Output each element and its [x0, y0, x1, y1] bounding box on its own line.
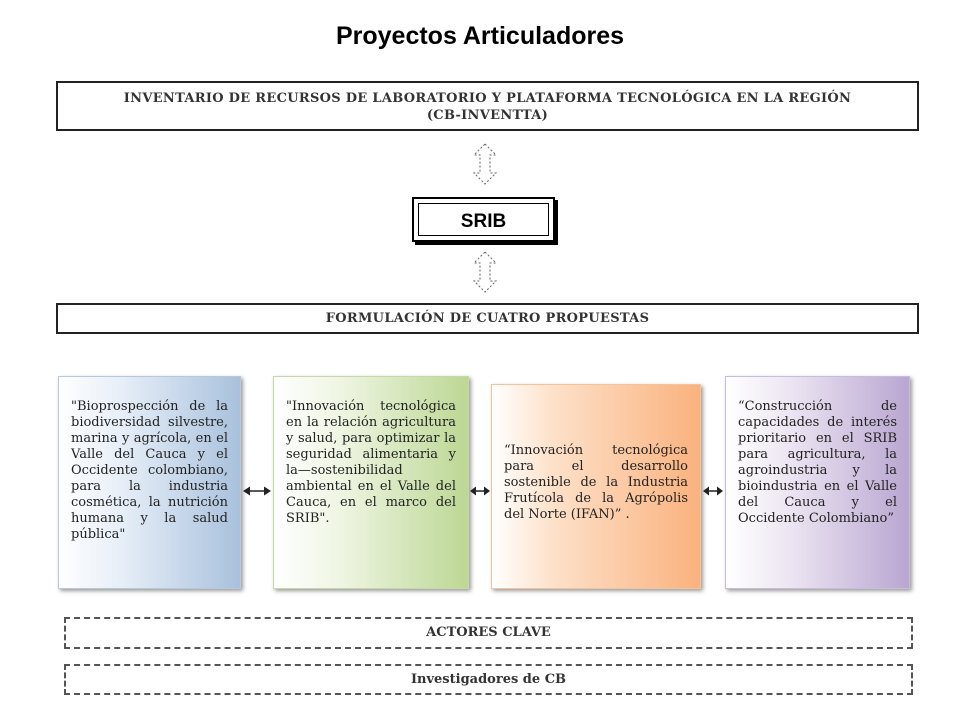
formulation-banner: FORMULACIÓN DE CUATRO PROPUESTAS [56, 303, 919, 334]
actors-banner: ACTORES CLAVE [64, 617, 913, 649]
double-arrow-3-4 [703, 484, 723, 498]
bottom-bidirectional-arrow [470, 251, 500, 293]
double-arrow-1-2 [243, 484, 271, 498]
inventory-banner [56, 81, 919, 131]
page-title: Proyectos Articuladores [335, 22, 625, 50]
srib-node [412, 197, 555, 242]
inventory-banner-line2: (CB-INVENTTA) [426, 108, 549, 123]
inventory-banner-line1: INVENTARIO DE RECURSOS DE LABORATORIO Y PLATAFORMA TECNOLÓGICA EN LA REGIÓN [123, 91, 852, 106]
proposal-card-1: "Bioprospección de la biodiversidad silvestre, marina y agrícola, en el Valle del Cauca y el Occidente colombiano, para la industria cosmética, la nutrición humana y la salud pública" [58, 376, 241, 589]
researchers-banner: Investigadores de CB [64, 664, 913, 695]
proposal-card-3: “Innovación tecnológica para el desarrollo sostenible de la Industria Frutícola de la Agrópolis del Norte (IFAN)” . [491, 384, 701, 589]
srib-label: SRIB [418, 203, 549, 236]
double-arrow-2-3 [470, 484, 490, 498]
proposal-card-4: “Construcción de capacidades de interés prioritario en el SRIB para agricultura, la agroindustria y la bioindustria en el Valle del Cauca y el Occidente Colombiano” [725, 376, 910, 589]
top-bidirectional-arrow [470, 143, 500, 185]
proposal-card-2: "Innovación tecnológica en la relación agricultura y salud, para optimizar la seguridad alimentaria y la—sostenibilidad ambiental en el Valle del Cauca, en el marco del SRIB". [273, 376, 469, 589]
